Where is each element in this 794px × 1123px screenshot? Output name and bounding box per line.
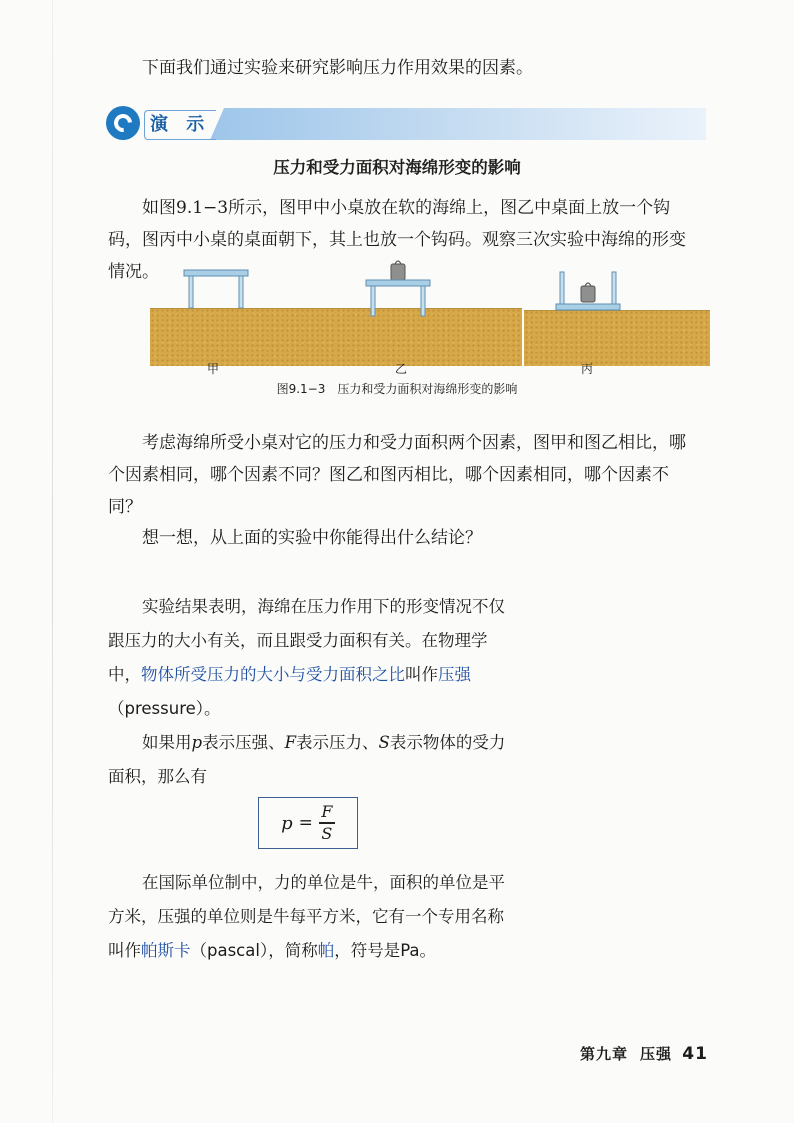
question-paragraph: 考虑海绵所受小桌对它的压力和受力面积两个因素，图甲和图乙相比，哪个因素相同，哪个因素不同？图乙和图丙相比，哪个因素相同，哪个因素不同？ xyxy=(108,433,686,517)
term-pa: 帕 xyxy=(317,941,335,960)
page-number: 41 xyxy=(682,1044,708,1064)
panel-bing xyxy=(524,258,710,366)
footer-topic: 压强 xyxy=(640,1045,673,1063)
figure-label-yi: 乙 xyxy=(395,362,408,376)
figure-caption-number: 图9.1−3 xyxy=(276,382,326,396)
units-text-1: 在国际单位制中，力的单位是牛，面积的单位是平方米，压强的单位则是牛每平方米，它有一个专用名称叫作 xyxy=(108,873,505,960)
think-paragraph: 想一想，从上面的实验中你能得出什么结论？ xyxy=(142,528,482,548)
demo-circle-icon xyxy=(106,106,140,140)
figure-caption-text: 压力和受力面积对海绵形变的影响 xyxy=(337,382,518,396)
experiment-figure xyxy=(150,258,670,368)
weight-yi xyxy=(391,264,405,280)
panel-yi xyxy=(336,258,522,366)
figure-caption xyxy=(0,380,794,397)
formula-fraction xyxy=(319,803,335,842)
units-text-2: （pascal），简称 xyxy=(190,941,318,960)
figure-label-bing: 丙 xyxy=(581,362,594,376)
table-upright-jia xyxy=(150,258,336,366)
panel-jia xyxy=(150,258,336,366)
symbol-F: F xyxy=(284,733,297,752)
units-text-3: ，符号是Pa。 xyxy=(334,941,437,960)
page-footer xyxy=(580,1043,708,1064)
demo-header xyxy=(106,100,706,146)
figure-label-jia: 甲 xyxy=(207,362,220,376)
table-inverted-bing xyxy=(524,258,710,366)
formula-denominator: S xyxy=(321,823,333,843)
term-pascal: 帕斯卡 xyxy=(141,941,191,960)
demo-header-bar xyxy=(210,108,706,140)
footer-chapter: 第九章 xyxy=(580,1045,629,1063)
intro-paragraph: 下面我们通过实验来研究影响压力作用效果的因素。 xyxy=(142,58,533,78)
definition-text-3: 表示压力、 xyxy=(296,733,379,752)
demo-label: 演 示 xyxy=(150,114,211,135)
formula-equals: = xyxy=(298,813,313,833)
conclusion-paragraph xyxy=(108,590,520,726)
definition-text-2: 表示压强、 xyxy=(202,733,285,752)
formula-lhs: p xyxy=(281,812,293,834)
conclusion-text-3: （pressure）。 xyxy=(108,699,221,718)
conclusion-text-1: 实验结果表明，海绵在压力作用下的形变情况不仅跟压力的大小有关，而且跟受力面积有关。在物理学中， xyxy=(108,597,505,684)
table-with-weight-yi xyxy=(336,258,522,366)
units-paragraph xyxy=(108,866,520,968)
formula-numerator: F xyxy=(321,802,333,822)
weight-bing xyxy=(581,286,595,302)
conclusion-highlight: 物体所受压力的大小与受力面积之比 xyxy=(141,665,405,684)
term-pressure: 压强 xyxy=(438,665,471,684)
pressure-formula xyxy=(258,797,358,849)
demo-description: 如图9.1−3所示，图甲中小桌放在软的海绵上，图乙中桌面上放一个钩码，图丙中小桌的桌面朝下，其上也放一个钩码。观察三次实验中海绵的形变情况。 xyxy=(108,198,686,282)
conclusion-text-2: 叫作 xyxy=(405,665,438,684)
symbol-p: p xyxy=(191,733,203,752)
definition-text-4: 表示物体的受力面积，那么有 xyxy=(108,733,506,786)
definition-text-1: 如果用 xyxy=(142,733,192,752)
demo-title: 压力和受力面积对海绵形变的影响 xyxy=(273,158,521,177)
definition-paragraph xyxy=(108,726,520,794)
symbol-S: S xyxy=(378,733,390,752)
